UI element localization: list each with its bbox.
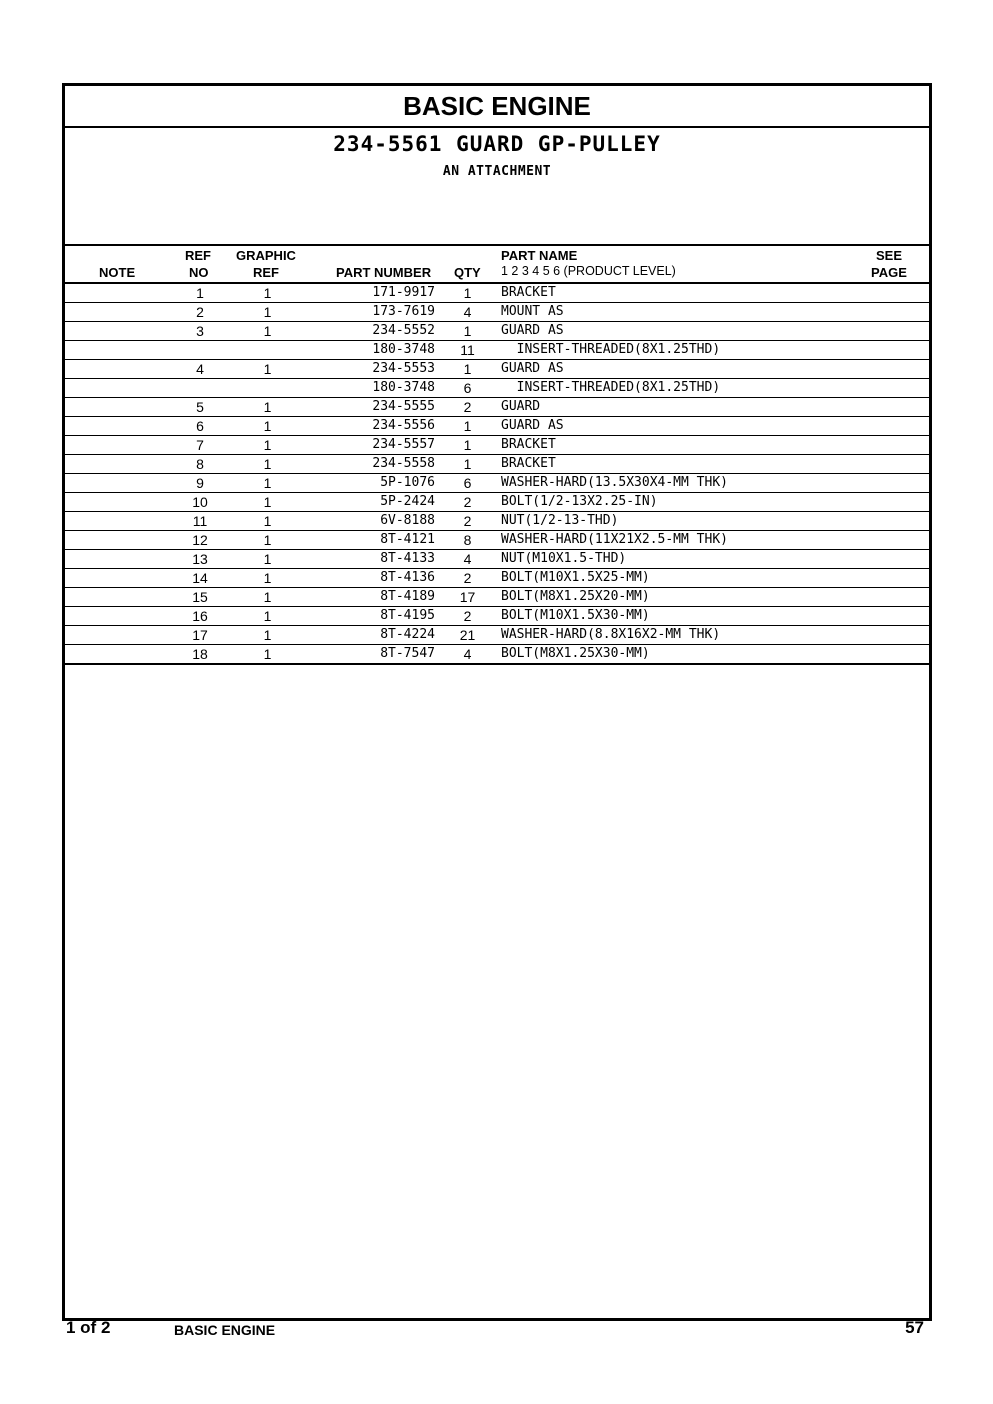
qty-cell: 2	[463, 513, 472, 529]
part-number-cell: 171-9917	[372, 285, 435, 300]
col-graphic-bottom: REF	[253, 265, 279, 280]
group-title: 234-5561 GUARD GP-PULLEY	[333, 132, 661, 156]
ref-no-cell: 4	[196, 361, 204, 377]
part-name-cell: BOLT(1/2-13X2.25-IN)	[501, 494, 658, 509]
part-name-cell: GUARD AS	[501, 323, 564, 338]
graphic-ref-cell: 1	[263, 437, 272, 453]
qty-cell: 1	[463, 437, 472, 453]
qty-cell: 2	[463, 608, 472, 624]
ref-no-cell: 14	[192, 570, 208, 586]
graphic-ref-cell: 1	[263, 608, 272, 624]
qty-cell: 1	[463, 361, 472, 377]
table-row	[65, 531, 929, 550]
part-name-cell: BRACKET	[501, 456, 556, 471]
table-row	[65, 607, 929, 626]
part-name-cell: WASHER-HARD(11X21X2.5-MM THK)	[501, 532, 728, 547]
graphic-ref-cell: 1	[263, 304, 272, 320]
qty-cell: 1	[463, 418, 472, 434]
part-name-cell: BOLT(M10X1.5X30-MM)	[501, 608, 650, 623]
page-title: BASIC ENGINE	[403, 91, 591, 121]
part-name-cell: BRACKET	[501, 285, 556, 300]
table-row	[65, 436, 929, 455]
col-graphic-top: GRAPHIC	[236, 248, 296, 263]
qty-cell: 2	[463, 494, 472, 510]
footer-page-of: 1 of 2	[66, 1318, 111, 1337]
ref-no-cell: 10	[192, 494, 208, 510]
part-name-cell: BRACKET	[501, 437, 556, 452]
part-number-cell: 173-7619	[372, 304, 435, 319]
part-name-cell: NUT(1/2-13-THD)	[501, 513, 619, 528]
qty-cell: 17	[459, 589, 476, 605]
qty-cell: 2	[463, 399, 472, 415]
ref-no-cell: 15	[192, 589, 208, 605]
col-see-top: SEE	[876, 248, 903, 263]
graphic-ref-cell: 1	[263, 475, 272, 491]
part-number-cell: 8T-4189	[380, 589, 435, 604]
graphic-ref-cell: 1	[263, 551, 272, 567]
graphic-ref-cell: 1	[263, 285, 272, 301]
part-number-cell: 234-5553	[372, 361, 435, 376]
ref-no-cell: 3	[196, 323, 204, 339]
part-number-cell: 8T-4195	[380, 608, 435, 623]
qty-cell: 21	[459, 627, 476, 643]
table-row	[65, 455, 929, 474]
ref-no-cell: 9	[196, 475, 204, 491]
footer-section: BASIC ENGINE	[174, 1322, 276, 1338]
ref-no-cell: 16	[192, 608, 208, 624]
table-row	[65, 512, 929, 531]
qty-cell: 6	[463, 475, 472, 491]
graphic-ref-cell: 1	[263, 456, 272, 472]
ref-no-cell: 12	[192, 532, 208, 548]
table-row	[65, 645, 929, 665]
ref-no-cell: 2	[196, 304, 204, 320]
part-name-cell: GUARD AS	[501, 361, 564, 376]
ref-no-cell: 6	[196, 418, 204, 434]
col-see-bottom: PAGE	[871, 265, 907, 280]
table-row	[65, 284, 929, 303]
graphic-ref-cell: 1	[263, 399, 272, 415]
part-number-cell: 180-3748	[372, 380, 435, 395]
part-number-cell: 8T-7547	[380, 646, 435, 661]
graphic-ref-cell: 1	[263, 589, 272, 605]
part-number-cell: 6V-8188	[380, 513, 435, 528]
col-part-name: PART NAME	[501, 248, 578, 263]
ref-no-cell: 17	[192, 627, 208, 643]
part-number-cell: 5P-2424	[380, 494, 435, 509]
table-row	[65, 341, 929, 360]
ref-no-cell: 7	[196, 437, 204, 453]
table-row	[65, 360, 929, 379]
graphic-ref-cell: 1	[263, 627, 272, 643]
ref-no-cell: 8	[196, 456, 204, 472]
ref-no-cell: 1	[196, 285, 204, 301]
table-row	[65, 303, 929, 322]
qty-cell: 4	[463, 304, 472, 320]
table-row	[65, 322, 929, 341]
part-number-cell: 8T-4121	[380, 532, 435, 547]
col-product-level: 1 2 3 4 5 6 (PRODUCT LEVEL)	[501, 264, 676, 278]
table-row	[65, 417, 929, 436]
graphic-ref-cell: 1	[263, 532, 272, 548]
table-row	[65, 474, 929, 493]
ref-no-cell: 11	[192, 513, 208, 529]
qty-cell: 4	[463, 646, 472, 662]
part-name-cell: NUT(M10X1.5-THD)	[501, 551, 627, 566]
part-name-cell: GUARD AS	[501, 418, 564, 433]
group-subtitle: AN ATTACHMENT	[442, 164, 552, 179]
header-top-rule	[65, 244, 929, 246]
qty-cell: 11	[460, 342, 475, 358]
part-name-cell: MOUNT AS	[501, 304, 564, 319]
page-frame	[62, 83, 932, 1321]
qty-cell: 8	[463, 532, 472, 548]
part-number-cell: 8T-4136	[380, 570, 435, 585]
part-number-cell: 234-5558	[372, 456, 435, 471]
part-name-cell: BOLT(M8X1.25X30-MM)	[501, 646, 650, 661]
graphic-ref-cell: 1	[263, 361, 272, 377]
col-note: NOTE	[99, 265, 136, 280]
qty-cell: 2	[463, 570, 472, 586]
col-qty: QTY	[454, 265, 481, 280]
part-number-cell: 5P-1076	[380, 475, 435, 490]
graphic-ref-cell: 1	[263, 494, 272, 510]
graphic-ref-cell: 1	[263, 570, 272, 586]
table-row	[65, 626, 929, 645]
ref-no-cell: 18	[192, 646, 208, 662]
part-number-cell: 8T-4224	[380, 627, 435, 642]
ref-no-cell: 5	[196, 399, 204, 415]
table-row	[65, 588, 929, 607]
qty-cell: 1	[463, 456, 472, 472]
col-ref-top: REF	[185, 248, 211, 263]
graphic-ref-cell: 1	[263, 646, 272, 662]
part-name-cell: BOLT(M10X1.5X25-MM)	[501, 570, 650, 585]
table-row	[65, 398, 929, 417]
part-number-cell: 234-5552	[372, 323, 435, 338]
part-name-cell: GUARD	[501, 399, 541, 414]
qty-cell: 1	[463, 323, 472, 339]
graphic-ref-cell: 1	[263, 513, 272, 529]
part-name-cell: WASHER-HARD(8.8X16X2-MM THK)	[501, 627, 721, 642]
col-ref-bottom: NO	[189, 265, 209, 280]
table-row	[65, 550, 929, 569]
part-number-cell: 234-5557	[372, 437, 435, 452]
table-row	[65, 569, 929, 588]
title-bar	[65, 86, 929, 128]
ref-no-cell: 13	[192, 551, 208, 567]
part-name-cell: INSERT-THREADED(8X1.25THD)	[501, 342, 721, 357]
part-number-cell: 8T-4133	[380, 551, 435, 566]
graphic-ref-cell: 1	[263, 323, 272, 339]
part-number-cell: 234-5555	[372, 399, 435, 414]
parts-table	[65, 284, 929, 665]
table-row	[65, 379, 929, 398]
table-row	[65, 493, 929, 512]
part-name-cell: INSERT-THREADED(8X1.25THD)	[501, 380, 721, 395]
qty-cell: 6	[463, 380, 472, 396]
col-part-number: PART NUMBER	[336, 265, 432, 280]
part-name-cell: WASHER-HARD(13.5X30X4-MM THK)	[501, 475, 728, 490]
part-number-cell: 234-5556	[372, 418, 435, 433]
qty-cell: 4	[463, 551, 472, 567]
qty-cell: 1	[463, 285, 472, 301]
footer-page-number: 57	[905, 1318, 924, 1337]
part-number-cell: 180-3748	[372, 342, 435, 357]
graphic-ref-cell: 1	[263, 418, 272, 434]
part-name-cell: BOLT(M8X1.25X20-MM)	[501, 589, 650, 604]
